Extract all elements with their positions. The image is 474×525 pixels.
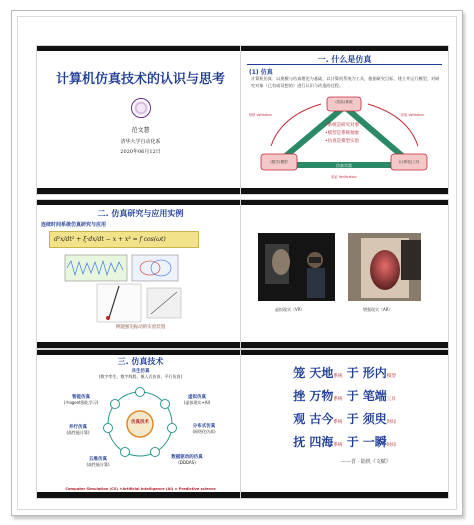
ar-caption: 增强现实（AR）	[363, 307, 393, 312]
slide-title: 一. 什么是仿真	[317, 55, 372, 64]
node-desc: (网络化仿真)	[192, 429, 216, 434]
slide-footer-bar	[37, 342, 244, 348]
vr-headset	[309, 257, 321, 263]
slide-2	[241, 46, 448, 194]
validation-arc-right	[368, 104, 418, 146]
author: 范文慧	[131, 127, 150, 134]
node-name: 五维仿真	[89, 457, 107, 462]
poem-head: 挫 万物	[293, 389, 334, 403]
node-dot-virtual	[161, 400, 170, 409]
node-name: 虚拟仿真	[188, 395, 206, 400]
validation-left-label: 校核 Validation	[249, 113, 273, 117]
department: 清华大学自动化系	[120, 139, 161, 145]
predictive-science-footer: Computer Simulation (CS) +Artificial Intelligence (AI) = Predictive science	[65, 487, 216, 491]
node-dot-parallel	[104, 424, 113, 433]
slide-6	[241, 350, 448, 498]
node-desc: (数字孪生、数字线程、嵌入式仿真、平行仿真)	[98, 374, 183, 379]
university-emblem-icon	[131, 98, 151, 118]
poem-line-4	[241, 433, 448, 450]
poem-note-1: 系统	[333, 443, 343, 448]
slide-header-bar	[37, 46, 244, 51]
bullet-2: •模型是系统抽象	[325, 131, 360, 136]
poem-head: 观 古今	[293, 412, 334, 426]
poem-note-2: 时间	[386, 420, 396, 425]
vr-ar-photos	[241, 200, 448, 348]
time-response-plot	[65, 255, 127, 281]
center-label: 仿真技术	[131, 420, 149, 425]
node-data-driven	[161, 454, 213, 465]
poem-tail: 于 一瞬	[342, 435, 387, 449]
slide-subtitle: (1) 仿真	[249, 69, 273, 76]
poem-tail: 于 笔端	[342, 389, 387, 403]
validation-arc-left	[271, 104, 321, 146]
poem-note-1: 系统	[333, 397, 343, 402]
poem-attribution: ——晋 · 陆机《文赋》	[341, 459, 391, 465]
slide-4	[241, 200, 448, 348]
poem-line-2	[241, 387, 448, 404]
slide-title: 计算机仿真技术的认识与思考	[55, 72, 225, 87]
date: 2020年06月12日	[120, 149, 161, 155]
node-coexist	[93, 368, 188, 379]
edge-left-label: 系统建模	[294, 118, 310, 133]
node-desc: (虚拟现实+AI)	[183, 400, 211, 405]
ar-anatomy-overlay	[370, 250, 400, 290]
duffing-equation: d²x/dt² + ξ·dx/dt − x + x³ = f cos(ωt)	[49, 231, 199, 248]
verification-label: 验证 Verification	[331, 175, 357, 179]
edge-right-label: 仿真建模	[380, 124, 396, 140]
node-intelligent	[55, 394, 107, 405]
node-virtual	[173, 394, 221, 405]
node-name: 共生仿真	[131, 369, 150, 374]
node-distributed	[180, 423, 228, 434]
vr-projected-figure	[272, 249, 290, 275]
pendulum-apparatus-photo	[97, 284, 141, 322]
node-model-label: (数学)模型	[270, 160, 288, 164]
node-name: 数据驱动的仿真	[171, 455, 203, 460]
slide-footer-bar	[37, 188, 244, 194]
poem-head: 抚 四海	[293, 435, 334, 449]
node-dot-data-driven	[151, 448, 160, 457]
node-desc: (高性能计算)	[86, 462, 110, 467]
edge-bottom-label: 仿真实验	[336, 163, 352, 168]
ar-hair	[401, 240, 421, 280]
node-system-label: (实际)系统	[335, 100, 353, 104]
slide-subtitle: 连续时间系统仿真研究与应用	[41, 222, 107, 228]
pendulum-bob	[106, 316, 110, 320]
poem-note-1: 系统	[333, 374, 343, 379]
poem-line-3	[241, 410, 448, 427]
node-dot-coexist	[136, 388, 145, 397]
slide-footer-bar	[241, 188, 448, 194]
poem-note-2: 工具	[386, 397, 396, 402]
node-tool-label: (计算机)工具	[398, 160, 420, 164]
slide-5	[37, 350, 244, 498]
simulation-triangle-diagram	[241, 46, 448, 194]
slide-footer-bar	[37, 492, 244, 498]
definition-text: 计算机仿真：以建模与仿真理论为基础，以计算机系统为工具，根据研究目标，建立并运行模型，对研究对象（已有或设想的）进行认识与改造的过程。	[251, 76, 440, 88]
slide-title: 三. 仿真技术	[117, 357, 164, 366]
slide-header-bar	[241, 350, 448, 355]
poem-tail: 于 形内	[342, 366, 387, 380]
node-5d	[75, 456, 121, 467]
node-name: 分布式仿真	[192, 424, 216, 429]
bullet-3: •仿真是模型实验	[325, 139, 360, 144]
node-name: 并行仿真	[69, 425, 87, 430]
node-dot-intelligent	[111, 400, 120, 409]
slide-1	[37, 46, 244, 194]
poem-note-1: 系统	[333, 420, 343, 425]
vr-user-body	[307, 268, 325, 298]
node-parallel	[55, 424, 101, 435]
slide-footer-bar	[241, 492, 448, 498]
validation-right-label: 检验 Validation	[401, 113, 425, 117]
poem-note-2: 时间	[386, 443, 396, 448]
poem-line-1	[241, 364, 448, 381]
node-name: 智能仿真	[72, 395, 90, 400]
poem-note-2: 模型	[386, 374, 396, 379]
bullet-1: •系统是研究对象	[325, 123, 360, 128]
node-desc: (多agent强化学习)	[63, 400, 99, 405]
node-desc: (高性能计算)	[66, 430, 90, 435]
slide-title: 二. 仿真研究与应用实例	[97, 209, 184, 218]
slide-3	[37, 200, 244, 348]
vr-caption: 虚拟现实（VR）	[275, 307, 305, 312]
poem-head: 笼 天地	[293, 366, 334, 380]
node-dot-5d	[121, 448, 130, 457]
node-desc: (DDDAS)	[178, 460, 196, 465]
poem-tail: 于 须臾	[342, 412, 387, 426]
node-dot-distributed	[168, 424, 177, 433]
figure-caption: 例题强迫振动的实验装置	[115, 325, 166, 330]
slide-footer-bar	[241, 342, 448, 348]
